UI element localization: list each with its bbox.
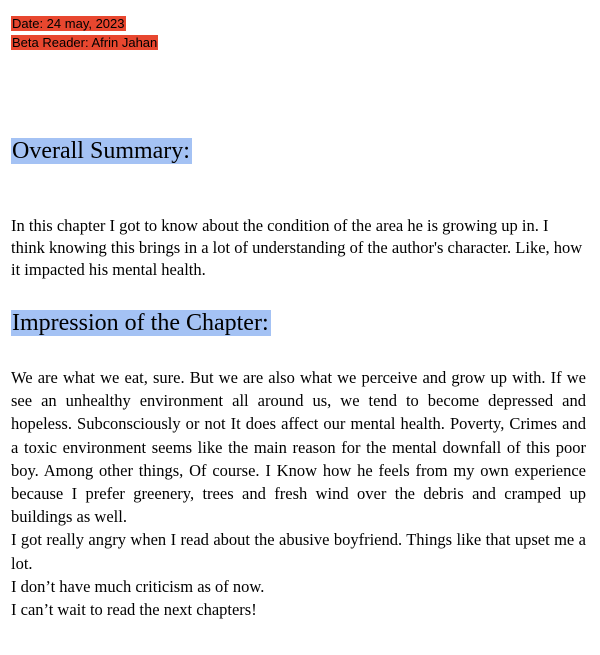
beta-reader-text: Beta Reader: Afrin Jahan	[12, 35, 158, 50]
impression-line-criticism: I don’t have much criticism as of now.	[11, 576, 265, 596]
impression-paragraph: We are what we eat, sure. But we are also what we perceive and grow up with. If we see an unhealthy environment all around us, we tend to become depressed and hopeless. Subconsciously or not It does affect our mental health. Poverty, Crimes and a toxic environment seems like the main reason for the mental downfall of this poor boy. Among other things, Of course. I Know how he feels from my own experience because I prefer greenery, trees and fresh wind over the debris and cramped up buildings as well.	[11, 368, 586, 527]
impression-line-angry: I got really angry when I read about the abusive boyfriend. Things like that upset me a lot.	[11, 530, 586, 573]
document-meta	[11, 14, 158, 52]
beta-reader-line	[11, 33, 158, 52]
date-line	[11, 14, 158, 33]
impression-heading-text: Impression of the Chapter:	[12, 310, 269, 336]
date-text: Date: 24 may, 2023	[12, 16, 125, 31]
impression-heading	[11, 308, 271, 338]
overall-summary-heading-text: Overall Summary:	[12, 138, 190, 164]
overall-summary-heading	[11, 136, 192, 166]
impression-body	[11, 366, 586, 621]
overall-summary-text: In this chapter I got to know about the condition of the area he is growing up in. I think knowing this brings in a lot of understanding of the author's character. Like, how it impacted his mental health.	[11, 216, 583, 279]
impression-line-next-chapters: I can’t wait to read the next chapters!	[11, 600, 257, 620]
